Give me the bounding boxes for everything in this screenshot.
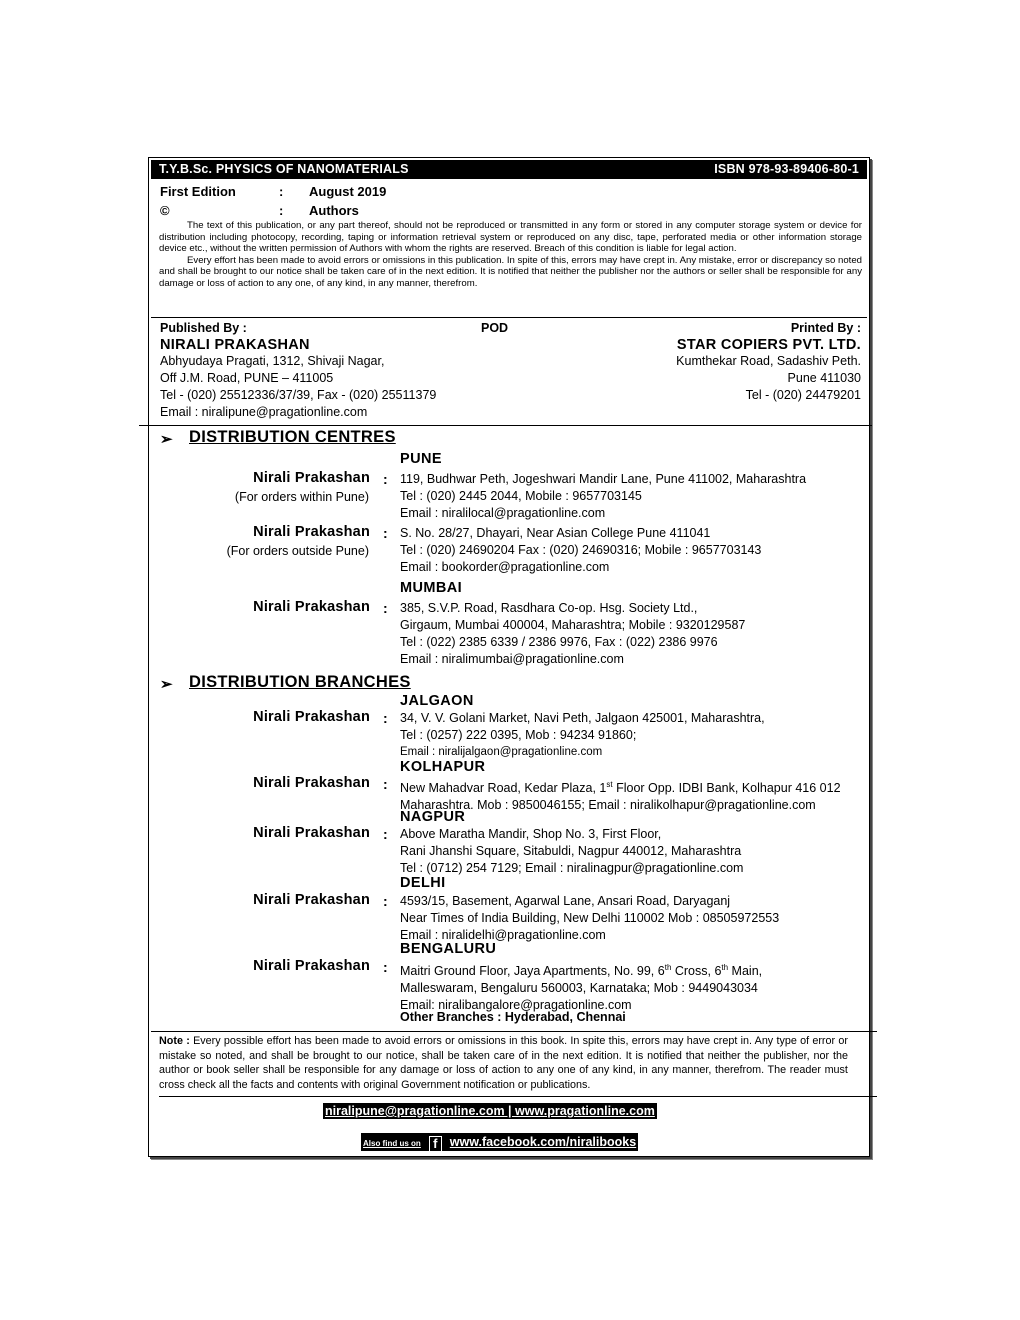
address-line: Girgaum, Mumbai 400004, Maharashtra; Mobile : 9320129587 [400, 618, 746, 632]
website-links[interactable]: niralipune@pragationline.com | www.pragationline.com [325, 1104, 655, 1118]
address-line: Tel : (020) 24690204 Fax : (020) 24690316; Mobile : 9657703143 [400, 543, 762, 557]
bengaluru-branch-name: Nirali Prakashan [253, 958, 370, 974]
publisher-email: Email : niralipune@pragationline.com [160, 405, 368, 419]
address-line: 34, V. V. Golani Market, Navi Peth, Jalgaon 425001, Maharashtra, [400, 711, 765, 725]
mumbai-branch-address [400, 600, 745, 668]
address-line: 385, S.V.P. Road, Rasdhara Co-op. Hsg. Society Ltd., [400, 601, 698, 615]
jalgaon-branch-name: Nirali Prakashan [253, 709, 370, 725]
publisher-tel: Tel - (020) 25512336/37/39, Fax - (020) 25511379 [160, 388, 437, 402]
address-line: Malleswaram, Bengaluru 560003, Karnataka; Mob : 9449043034 [400, 981, 758, 996]
nagpur-branch-name: Nirali Prakashan [253, 825, 370, 841]
facebook-link[interactable]: www.facebook.com/niralibooks [449, 1135, 637, 1149]
distribution-branches-heading: DISTRIBUTION BRANCHES [189, 673, 411, 691]
pune-branch-2-note: (For orders outside Pune) [226, 544, 369, 558]
colon: : [383, 776, 388, 792]
pod-label: POD [481, 321, 509, 335]
city-bengaluru: BENGALURU [400, 941, 497, 957]
bengaluru-branch-address [400, 959, 762, 1014]
note-text: Every possible effort has been made to avoid errors or omissions in this book. In spite this, errors may have crept in. Any type of error or mistake so noted, and shall be brought to our notice, shall be taken care of in the next edition. It is notified that neither the publisher, nor the author or book seller shall be responsible for any damage or loss of action to any one of any kind, in any manner, therefrom. The reader must cross check all the facts and contents with original Government notification or publications. [159, 1035, 848, 1091]
superscript: st [606, 780, 613, 789]
copyright-sep: : [279, 203, 284, 218]
publisher-address-1: Abhyudaya Pragati, 1312, Shivaji Nagar, [160, 354, 385, 368]
colon: : [383, 600, 388, 616]
note-paragraph [159, 1034, 848, 1092]
address-line: Maharashtra. Mob : 9850046155; Email : niralikolhapur@pragationline.com [400, 798, 816, 813]
mumbai-branch-name: Nirali Prakashan [253, 599, 370, 615]
superscript: th [721, 963, 729, 972]
jalgaon-branch-address [400, 710, 765, 761]
find-us-label: Also find us on [363, 1139, 421, 1148]
copyright-symbol: © [160, 203, 170, 218]
address-line: Email: niralibangalore@pragationline.com [400, 998, 632, 1013]
address-line [400, 959, 762, 980]
city-delhi: DELHI [400, 875, 446, 891]
legal-notice [159, 220, 862, 290]
address-line [400, 776, 841, 797]
copyright-holder: Authors [309, 203, 359, 218]
nagpur-branch-address [400, 826, 743, 877]
city-nagpur: NAGPUR [400, 809, 466, 825]
arrow-bullet-icon: ➢ [160, 431, 173, 448]
colon: : [383, 959, 388, 975]
colon: : [383, 893, 388, 909]
address-line: Tel : (022) 2385 6339 / 2386 9976, Fax : (022) 2386 9976 [400, 635, 718, 649]
pune-branch-1-name: Nirali Prakashan [253, 470, 370, 486]
publisher-name: NIRALI PRAKASHAN [160, 337, 310, 353]
edition-value: August 2019 [309, 184, 387, 199]
divider [139, 425, 872, 426]
superscript: th [664, 963, 672, 972]
divider [151, 1031, 877, 1032]
delhi-branch-name: Nirali Prakashan [253, 892, 370, 908]
divider [151, 317, 867, 318]
city-mumbai: MUMBAI [400, 580, 463, 596]
city-jalgaon: JALGAON [400, 693, 474, 709]
address-line: S. No. 28/27, Dhayari, Near Asian College Pune 411041 [400, 526, 711, 540]
kolhapur-branch-address [400, 776, 841, 814]
legal-paragraph-2: Every effort has been made to avoid errors or omissions in this publication. In spite of this, errors may have crept in. Any mistake, error or discrepancy so noted and shall be brought to our notice shall be taken care of in the next edition. It is notified that neither the publisher nor the authors or seller shall be responsible for any damage or loss of action to any one, of any kind, in any manner, therefrom. [159, 254, 862, 289]
address-line: Email : bookorder@pragationline.com [400, 560, 610, 574]
address-line: Email : niralijalgaon@pragationline.com [400, 746, 603, 758]
publisher-address-2: Off J.M. Road, PUNE – 411005 [160, 371, 334, 385]
city-pune: PUNE [400, 451, 442, 467]
address-line: 4593/15, Basement, Agarwal Lane, Ansari Road, Daryaganj [400, 894, 731, 908]
address-line: Email : niralimumbai@pragationline.com [400, 652, 624, 666]
colon: : [383, 710, 388, 726]
distribution-centres-heading: DISTRIBUTION CENTRES [189, 428, 396, 446]
pune-branch-2-name: Nirali Prakashan [253, 524, 370, 540]
divider [159, 1096, 877, 1097]
pune-branch-1-note: (For orders within Pune) [234, 490, 369, 504]
address-line: Email : niralilocal@pragationline.com [400, 506, 606, 520]
isbn: ISBN 978-93-89406-80-1 [714, 162, 859, 176]
printer-name: STAR COPIERS PVT. LTD. [676, 337, 861, 353]
pune-branch-2-address [400, 525, 761, 576]
delhi-branch-address [400, 893, 779, 944]
printed-by-label: Printed By : [790, 321, 861, 335]
pune-branch-1-address [400, 471, 806, 522]
printer-tel: Tel - (020) 24479201 [745, 388, 861, 402]
facebook-icon: f [429, 1136, 442, 1152]
city-kolhapur: KOLHAPUR [400, 759, 486, 775]
edition-label: First Edition [160, 184, 236, 199]
printer-address-1: Kumthekar Road, Sadashiv Peth. [676, 354, 861, 368]
imprint-page-frame [148, 157, 870, 1157]
note-label: Note : [159, 1035, 190, 1047]
address-text: Floor Opp. IDBI Bank, Kolhapur 416 012 [612, 781, 841, 796]
arrow-bullet-icon: ➢ [160, 676, 173, 693]
colon: : [383, 826, 388, 842]
address-line: 119, Budhwar Peth, Jogeshwari Mandir Lane, Pune 411002, Maharashtra [400, 472, 807, 486]
address-text: Cross, 6 [671, 964, 722, 979]
address-line: Tel : (020) 2445 2044, Mobile : 9657703145 [400, 489, 642, 503]
address-line: Email : niralidelhi@pragationline.com [400, 928, 606, 942]
facebook-bar[interactable] [361, 1133, 638, 1151]
address-line: Rani Jhanshi Square, Sitabuldi, Nagpur 440012, Maharashtra [400, 844, 742, 858]
address-text: Maitri Ground Floor, Jaya Apartments, No. 99, 6 [400, 964, 665, 979]
title-bar [151, 160, 867, 179]
address-line: Tel : (0712) 254 7129; Email : niralinagpur@pragationline.com [400, 861, 744, 875]
book-title: T.Y.B.Sc. PHYSICS OF NANOMATERIALS [159, 162, 409, 176]
colon: : [383, 471, 388, 487]
printer-address-2: Pune 411030 [787, 371, 861, 385]
published-by-label: Published By : [160, 321, 247, 335]
kolhapur-branch-name: Nirali Prakashan [253, 775, 370, 791]
edition-sep: : [279, 184, 284, 199]
address-text: New Mahadvar Road, Kedar Plaza, 1 [400, 781, 607, 796]
address-line: Above Maratha Mandir, Shop No. 3, First Floor, [400, 827, 662, 841]
address-line: Tel : (0257) 222 0395, Mob : 94234 91860; [400, 728, 637, 742]
legal-paragraph-1: The text of this publication, or any part thereof, should not be reproduced or transmitted in any form or stored in any computer storage system or device for distribution including photocopy, recording, taping or information retrieval system or reproduced on any disc, tape, perforated media or other information storage device etc., without the written permission of Authors with whom the rights are reserved. Breach of this condition is liable for legal action. [159, 220, 862, 255]
address-line: Near Times of India Building, New Delhi 110002 Mob : 08505972553 [400, 911, 780, 925]
address-text: Main, [728, 964, 763, 979]
colon: : [383, 525, 388, 541]
other-branches: Other Branches : Hyderabad, Chennai [400, 1010, 626, 1024]
